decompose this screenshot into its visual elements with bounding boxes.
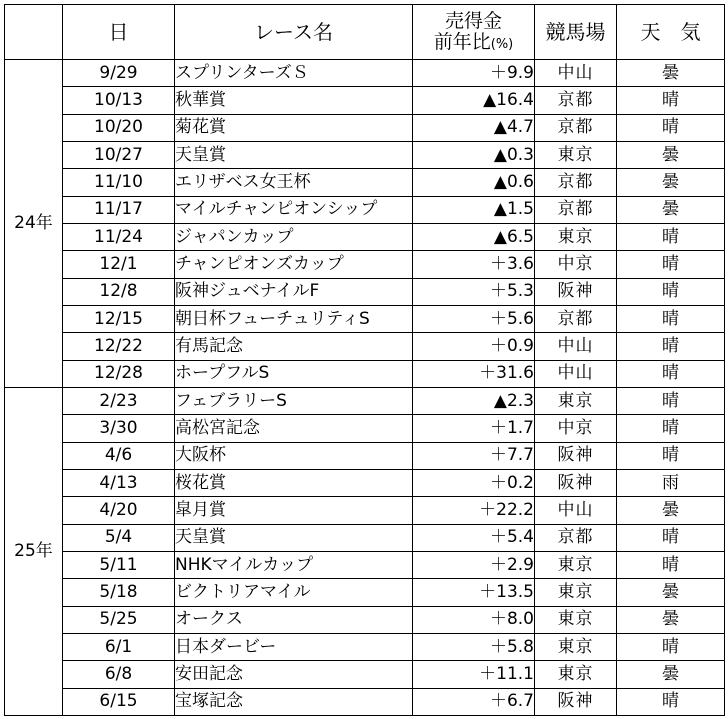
date-cell: 5/11 bbox=[63, 551, 175, 578]
sales-yoy-cell: ▲16.4 bbox=[413, 87, 535, 114]
date-cell: 12/8 bbox=[63, 278, 175, 305]
year-cell: 24年 bbox=[5, 60, 63, 388]
date-cell: 10/13 bbox=[63, 87, 175, 114]
sales-yoy-cell: ＋5.3 bbox=[413, 278, 535, 305]
venue-cell: 京都 bbox=[535, 305, 617, 332]
table-row bbox=[5, 223, 725, 250]
venue-cell: 東京 bbox=[535, 633, 617, 660]
weather-cell: 晴 bbox=[617, 305, 725, 332]
venue-cell: 東京 bbox=[535, 606, 617, 633]
date-cell: 5/4 bbox=[63, 524, 175, 551]
header-sales-yoy bbox=[413, 5, 535, 60]
venue-cell: 東京 bbox=[535, 141, 617, 168]
race-name-cell: 日本ダービー bbox=[175, 633, 413, 660]
date-cell: 12/28 bbox=[63, 360, 175, 387]
race-name-cell: 有馬記念 bbox=[175, 333, 413, 360]
sales-yoy-cell: ＋1.7 bbox=[413, 415, 535, 442]
venue-cell: 東京 bbox=[535, 551, 617, 578]
date-cell: 2/23 bbox=[63, 387, 175, 414]
sales-yoy-cell: ＋0.2 bbox=[413, 469, 535, 496]
race-name-cell: 宝塚記念 bbox=[175, 688, 413, 715]
race-name-cell: チャンピオンズカップ bbox=[175, 251, 413, 278]
weather-cell: 晴 bbox=[617, 223, 725, 250]
date-cell: 10/27 bbox=[63, 141, 175, 168]
weather-cell: 晴 bbox=[617, 551, 725, 578]
weather-cell: 晴 bbox=[617, 415, 725, 442]
sales-yoy-cell: ＋22.2 bbox=[413, 497, 535, 524]
weather-cell: 曇 bbox=[617, 60, 725, 87]
weather-cell: 晴 bbox=[617, 114, 725, 141]
race-name-cell: ホープフルS bbox=[175, 360, 413, 387]
table-row bbox=[5, 633, 725, 660]
weather-cell: 曇 bbox=[617, 169, 725, 196]
weather-cell: 晴 bbox=[617, 87, 725, 114]
race-name-cell: 菊花賞 bbox=[175, 114, 413, 141]
race-name-cell: 桜花賞 bbox=[175, 469, 413, 496]
race-name-cell: NHKマイルカップ bbox=[175, 551, 413, 578]
sales-yoy-cell: ＋0.9 bbox=[413, 333, 535, 360]
date-cell: 9/29 bbox=[63, 60, 175, 87]
table-row bbox=[5, 169, 725, 196]
header-row bbox=[5, 5, 725, 60]
race-name-cell: 天皇賞 bbox=[175, 141, 413, 168]
table-row bbox=[5, 579, 725, 606]
date-cell: 4/6 bbox=[63, 442, 175, 469]
table-body bbox=[5, 60, 725, 716]
venue-cell: 京都 bbox=[535, 87, 617, 114]
date-cell: 12/22 bbox=[63, 333, 175, 360]
header-race-name: レース名 bbox=[175, 5, 413, 60]
header-weather: 天 気 bbox=[617, 5, 725, 60]
sales-yoy-cell: ▲2.3 bbox=[413, 387, 535, 414]
race-name-cell: 安田記念 bbox=[175, 661, 413, 688]
venue-cell: 中京 bbox=[535, 415, 617, 442]
date-cell: 11/17 bbox=[63, 196, 175, 223]
sales-yoy-cell: ＋2.9 bbox=[413, 551, 535, 578]
venue-cell: 中山 bbox=[535, 497, 617, 524]
table-row bbox=[5, 251, 725, 278]
date-cell: 5/25 bbox=[63, 606, 175, 633]
table-row bbox=[5, 551, 725, 578]
venue-cell: 中京 bbox=[535, 251, 617, 278]
race-name-cell: エリザベス女王杯 bbox=[175, 169, 413, 196]
date-cell: 12/1 bbox=[63, 251, 175, 278]
weather-cell: 曇 bbox=[617, 579, 725, 606]
race-name-cell: 朝日杯フューチュリティS bbox=[175, 305, 413, 332]
date-cell: 4/20 bbox=[63, 497, 175, 524]
venue-cell: 阪神 bbox=[535, 469, 617, 496]
race-sales-table bbox=[4, 4, 725, 716]
weather-cell: 曇 bbox=[617, 661, 725, 688]
table-row bbox=[5, 387, 725, 414]
table-row bbox=[5, 442, 725, 469]
sales-yoy-cell: ▲0.3 bbox=[413, 141, 535, 168]
venue-cell: 東京 bbox=[535, 223, 617, 250]
weather-cell: 雨 bbox=[617, 469, 725, 496]
header-year bbox=[5, 5, 63, 60]
venue-cell: 京都 bbox=[535, 114, 617, 141]
weather-cell: 曇 bbox=[617, 497, 725, 524]
venue-cell: 京都 bbox=[535, 196, 617, 223]
date-cell: 11/10 bbox=[63, 169, 175, 196]
venue-cell: 中山 bbox=[535, 360, 617, 387]
venue-cell: 東京 bbox=[535, 387, 617, 414]
race-name-cell: スプリンターズＳ bbox=[175, 60, 413, 87]
table-row bbox=[5, 278, 725, 305]
table-row bbox=[5, 196, 725, 223]
table-row bbox=[5, 114, 725, 141]
weather-cell: 曇 bbox=[617, 196, 725, 223]
sales-yoy-cell: ＋9.9 bbox=[413, 60, 535, 87]
weather-cell: 晴 bbox=[617, 333, 725, 360]
table-row bbox=[5, 87, 725, 114]
table-row bbox=[5, 415, 725, 442]
date-cell: 6/15 bbox=[63, 688, 175, 715]
table-row bbox=[5, 606, 725, 633]
weather-cell: 晴 bbox=[617, 360, 725, 387]
race-name-cell: マイルチャンピオンシップ bbox=[175, 196, 413, 223]
date-cell: 5/18 bbox=[63, 579, 175, 606]
date-cell: 3/30 bbox=[63, 415, 175, 442]
date-cell: 6/1 bbox=[63, 633, 175, 660]
table-row bbox=[5, 524, 725, 551]
weather-cell: 曇 bbox=[617, 606, 725, 633]
race-name-cell: オークス bbox=[175, 606, 413, 633]
sales-yoy-cell: ＋5.6 bbox=[413, 305, 535, 332]
table-row bbox=[5, 497, 725, 524]
year-cell: 25年 bbox=[5, 387, 63, 715]
venue-cell: 京都 bbox=[535, 524, 617, 551]
sales-yoy-cell: ▲0.6 bbox=[413, 169, 535, 196]
date-cell: 11/24 bbox=[63, 223, 175, 250]
sales-yoy-cell: ＋11.1 bbox=[413, 661, 535, 688]
sales-yoy-cell: ＋7.7 bbox=[413, 442, 535, 469]
venue-cell: 阪神 bbox=[535, 278, 617, 305]
sales-yoy-cell: ▲4.7 bbox=[413, 114, 535, 141]
race-name-cell: 秋華賞 bbox=[175, 87, 413, 114]
venue-cell: 中山 bbox=[535, 333, 617, 360]
header-venue: 競馬場 bbox=[535, 5, 617, 60]
venue-cell: 阪神 bbox=[535, 688, 617, 715]
table-row bbox=[5, 469, 725, 496]
weather-cell: 晴 bbox=[617, 633, 725, 660]
race-name-cell: ジャパンカップ bbox=[175, 223, 413, 250]
header-sales-unit: (%) bbox=[490, 37, 514, 52]
header-date: 日 bbox=[63, 5, 175, 60]
table-row bbox=[5, 305, 725, 332]
venue-cell: 阪神 bbox=[535, 442, 617, 469]
venue-cell: 京都 bbox=[535, 169, 617, 196]
venue-cell: 東京 bbox=[535, 579, 617, 606]
weather-cell: 晴 bbox=[617, 688, 725, 715]
sales-yoy-cell: ＋13.5 bbox=[413, 579, 535, 606]
weather-cell: 晴 bbox=[617, 387, 725, 414]
weather-cell: 曇 bbox=[617, 141, 725, 168]
sales-yoy-cell: ＋6.7 bbox=[413, 688, 535, 715]
weather-cell: 晴 bbox=[617, 442, 725, 469]
table-row bbox=[5, 661, 725, 688]
table-row bbox=[5, 141, 725, 168]
weather-cell: 晴 bbox=[617, 251, 725, 278]
date-cell: 4/13 bbox=[63, 469, 175, 496]
race-name-cell: 大阪杯 bbox=[175, 442, 413, 469]
venue-cell: 東京 bbox=[535, 661, 617, 688]
sales-yoy-cell: ＋8.0 bbox=[413, 606, 535, 633]
sales-yoy-cell: ＋31.6 bbox=[413, 360, 535, 387]
sales-yoy-cell: ▲6.5 bbox=[413, 223, 535, 250]
header-sales-line1: 売得金 bbox=[444, 10, 502, 33]
date-cell: 6/8 bbox=[63, 661, 175, 688]
date-cell: 12/15 bbox=[63, 305, 175, 332]
weather-cell: 晴 bbox=[617, 524, 725, 551]
race-name-cell: 皐月賞 bbox=[175, 497, 413, 524]
race-name-cell: 高松宮記念 bbox=[175, 415, 413, 442]
venue-cell: 中山 bbox=[535, 60, 617, 87]
race-name-cell: 阪神ジュベナイルF bbox=[175, 278, 413, 305]
table-row bbox=[5, 688, 725, 715]
sales-yoy-cell: ＋3.6 bbox=[413, 251, 535, 278]
header-sales-line2: 前年比 bbox=[433, 31, 491, 53]
race-name-cell: フェブラリーS bbox=[175, 387, 413, 414]
weather-cell: 晴 bbox=[617, 278, 725, 305]
race-name-cell: 天皇賞 bbox=[175, 524, 413, 551]
table-row bbox=[5, 360, 725, 387]
race-name-cell: ビクトリアマイル bbox=[175, 579, 413, 606]
table-row bbox=[5, 60, 725, 87]
date-cell: 10/20 bbox=[63, 114, 175, 141]
table-row bbox=[5, 333, 725, 360]
sales-yoy-cell: ＋5.4 bbox=[413, 524, 535, 551]
sales-yoy-cell: ▲1.5 bbox=[413, 196, 535, 223]
table-header bbox=[5, 5, 725, 60]
sales-yoy-cell: ＋5.8 bbox=[413, 633, 535, 660]
header-sales-line2-wrap bbox=[413, 32, 534, 53]
